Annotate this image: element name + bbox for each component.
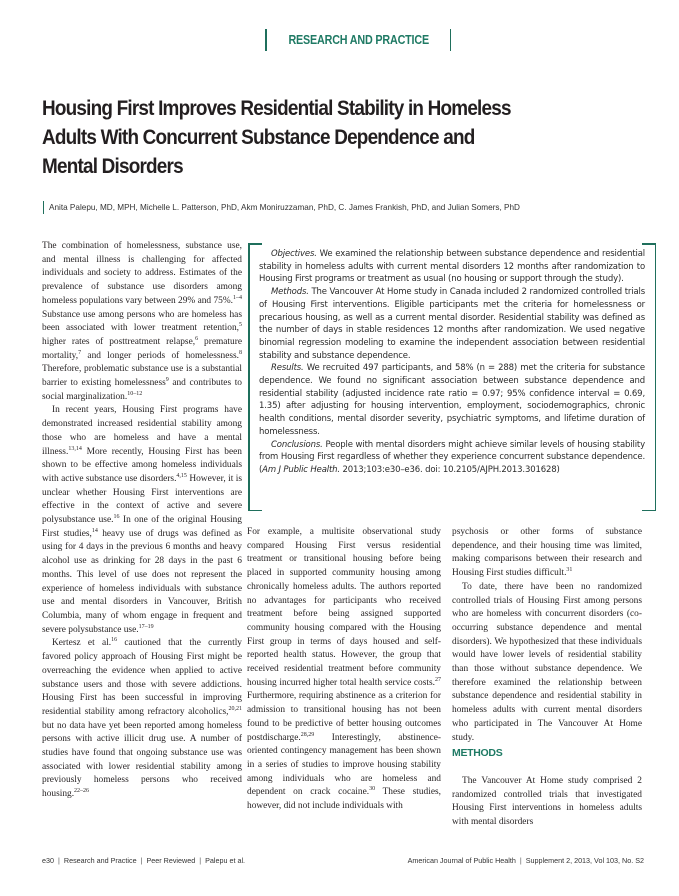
citation-ref[interactable]: 20,21 [228,705,242,712]
citation-ref[interactable]: 16 [111,637,118,644]
paragraph: To date, there have been no randomized controlled trials of Housing First among persons who are homeless with concurrent disorders (co-occurring substance dependence and mental disorders). We hypothesized that these individuals would have lower levels of residential stability than those without substance dependence. We therefore examined the relationship between substance dependence and residential stability in homeless adults with current mental disorders who participated in The Vancouver At Home study. [452,581,642,743]
citation-ref[interactable]: 9 [165,377,169,384]
abstract-border-left [248,243,250,511]
citation-ref[interactable]: 6 [195,335,199,342]
footer-review: Peer Reviewed [146,856,196,865]
citation-ref[interactable]: 17–19 [138,623,154,630]
abstract-corner [642,243,656,245]
footer-section: Research and Practice [63,856,137,865]
paragraph: In recent years, Housing First programs have demonstrated increased residential stability among those who are homeless and have a mental illness.$^{13,14}$ More recently, Housing First has been shown to be effective among homeless individuals with active substance use disorders.$^{4,15}$ However, it is unclear whether Housing First interventions are effective in the context of active and severe polysubstance use.$^{16}$ In one of the original Housing First studies,$^{14}$ heavy use of drugs was defined as using for 4 days in the previous 6 months and heavy alcohol use as drinking for 28 days in the past 6 months. This level of use does not represent the experience of homeless individuals with substance use and mental disorders in Vancouver, British Columbia, many of whom engage in frequent and severe polysubstance use.$^{17-19}$ [42,405,242,635]
paragraph: psychosis or other forms of substance dependence, and their housing time was limited, making comparisons between their research and Housing First studies difficult.$^{31}$ [452,527,642,579]
title-line-1: Housing First Improves Residential Stability in Homeless [42,96,511,120]
citation-ref[interactable]: 4,15 [176,472,187,479]
author-line [43,201,520,214]
citation-ref[interactable]: 16 [113,514,120,521]
banner-right-bar [450,29,452,51]
body-column-1 [42,240,242,802]
abstract-objectives: Objectives. We examined the relationship between substance dependence and residential stability in homeless adults with current mental disorders 12 months after randomization to Housing First programs or treatment as usual (no housing or support through the study). [259,249,645,285]
abstract-methods: Methods. The Vancouver At Home study in Canada included 2 randomized controlled trials of Housing First interventions. Eligible participants met the criteria for homelessness or precarious housing, as well as a current mental disorder. Residential stability was defined as the number of days in stable residences 12 months after randomization. We used negative binomial regression modeling to examine the independent association between residential stability and substance dependence. [259,287,645,361]
citation-ref[interactable]: 14 [91,527,98,534]
citation-ref[interactable]: 22–26 [74,788,90,795]
citation-ref[interactable]: 8 [239,349,242,356]
paragraph: The Vancouver At Home study comprised 2 randomized controlled trials that investigated Housing First interventions in homeless adults with mental disorders [452,776,642,828]
citation-ref[interactable]: 7 [78,349,82,356]
abstract-results: Results. We recruited 497 participants, and 58% (n = 288) met the criteria for substance dependence. We found no significant association between substance dependence and residential stability (adjusted incidence rate ratio = 0.97; 95% confidence interval = 0.69, 1.35) after adjusting for housing intervention, employment, sociodemographics, chronic health conditions, mental disorder severity, psychiatric symptoms, and lifetime duration of homelessness. [259,363,645,437]
citation-doi[interactable]: 2013;103:e30–e36. doi: 10.2105/AJPH.2013.301628) [339,464,560,475]
article-title [42,94,562,181]
abstract-corner [248,510,262,512]
abstract-box [248,243,656,511]
paragraph: For example, a multisite observational study compared Housing First versus residential treatment or transitional housing before being placed in supported community housing among chronically homeless adults. The authors reported no advantages for participants who received treatment before being assigned supported community housing compared with the Housing First group in terms of days housed and self-reported health status. However, the group that received residential treatment before community housing incurred higher total health service costs.$^{27}$ Furthermore, requiring abstinence as a criterion for admission to transitional housing has not been found to be predictive of better housing outcomes postdischarge.$^{28,29}$ Interestingly, abstinence-oriented contingency management has been shown in a series of studies to improve housing stability among individuals who are homeless and dependent on crack cocaine.$^{30}$ These studies, however, did not include individuals with [247,527,441,812]
abstract-corner [642,510,656,512]
authors: Anita Palepu, MD, MPH, Michelle L. Patterson, PhD, Akm Moniruzzaman, PhD, C. James Frankish, PhD, and Julian Somers, PhD [49,203,520,212]
abstract-conclusions: Conclusions. People with mental disorders might achieve similar levels of housing stability from Housing First regardless of whether they experience concurrent substance dependence. (Am J Public Health. 2013;103:e30–e36. doi: 10.2105/AJPH.2013.301628) [259,439,645,475]
citation-ref[interactable]: 30 [369,786,376,793]
methods-body [452,775,642,830]
citation-ref[interactable]: 28,29 [300,731,315,738]
banner-left-bar [265,29,267,51]
section-heading-methods: METHODS [452,747,503,759]
footer-right: American Journal of Public Health | Supplement 2, 2013, Vol 103, No. S2 [407,856,644,865]
title-line-3: Mental Disorders [42,154,183,178]
body-column-3 [452,526,642,745]
body-column-2 [247,526,441,814]
paragraph: Kertesz et al.$^{16}$ cautioned that the currently favored policy approach of Housing First might be overreaching the evidence when applied to active substance users and those with severe addictions. Housing First has been successful in improving residential stability among refractory alcoholics,$^{20,21}$ but no data have yet been reported among homeless persons with active illicit drug use. A number of studies have found that ongoing substance use was associated with lower residential stability among previously homeless persons who received housing.$^{22-26}$ [42,637,242,800]
footer-authors: Palepu et al. [205,856,246,865]
journal-name: American Journal of Public Health [407,856,516,865]
page-number: e30 [42,856,54,865]
citation-ref[interactable]: 13,14 [68,445,82,452]
citation-ref[interactable]: 27 [435,676,441,683]
abstract-text [259,248,645,477]
title-line-2: Adults With Concurrent Substance Dependence and [42,125,475,149]
author-accent-bar [43,201,44,214]
citation-journal: Am J Public Health. [262,464,340,475]
section-banner [265,29,451,51]
citation-ref[interactable]: 1–4 [233,294,242,301]
abstract-border-right [655,243,657,511]
citation-ref[interactable]: 5 [239,322,242,329]
issue-info: Supplement 2, 2013, Vol 103, No. S2 [525,856,644,865]
footer-left: e30 | Research and Practice | Peer Reviewed | Palepu et al. [42,856,246,865]
abstract-corner [248,243,262,245]
section-label: RESEARCH AND PRACTICE [287,33,429,47]
citation-ref[interactable]: 10–12 [127,390,143,397]
paragraph: The combination of homelessness, substance use, and mental illness is challenging for affected individuals and society to address. Estimates of the prevalence of substance use disorders among homeless populations vary between 29% and 75%.$^{1-4}$ Substance use among persons who are homeless has been associated with lower treatment retention,$^5$ higher rates of posttreatment relapse,$^6$ premature mortality,$^7$ and longer periods of homelessness.$^8$ Therefore, problematic substance use is a substantial barrier to existing homelessness$^9$ and contributes to social marginalization.$^{10-12}$ [42,241,243,402]
citation-ref[interactable]: 31 [566,567,573,574]
